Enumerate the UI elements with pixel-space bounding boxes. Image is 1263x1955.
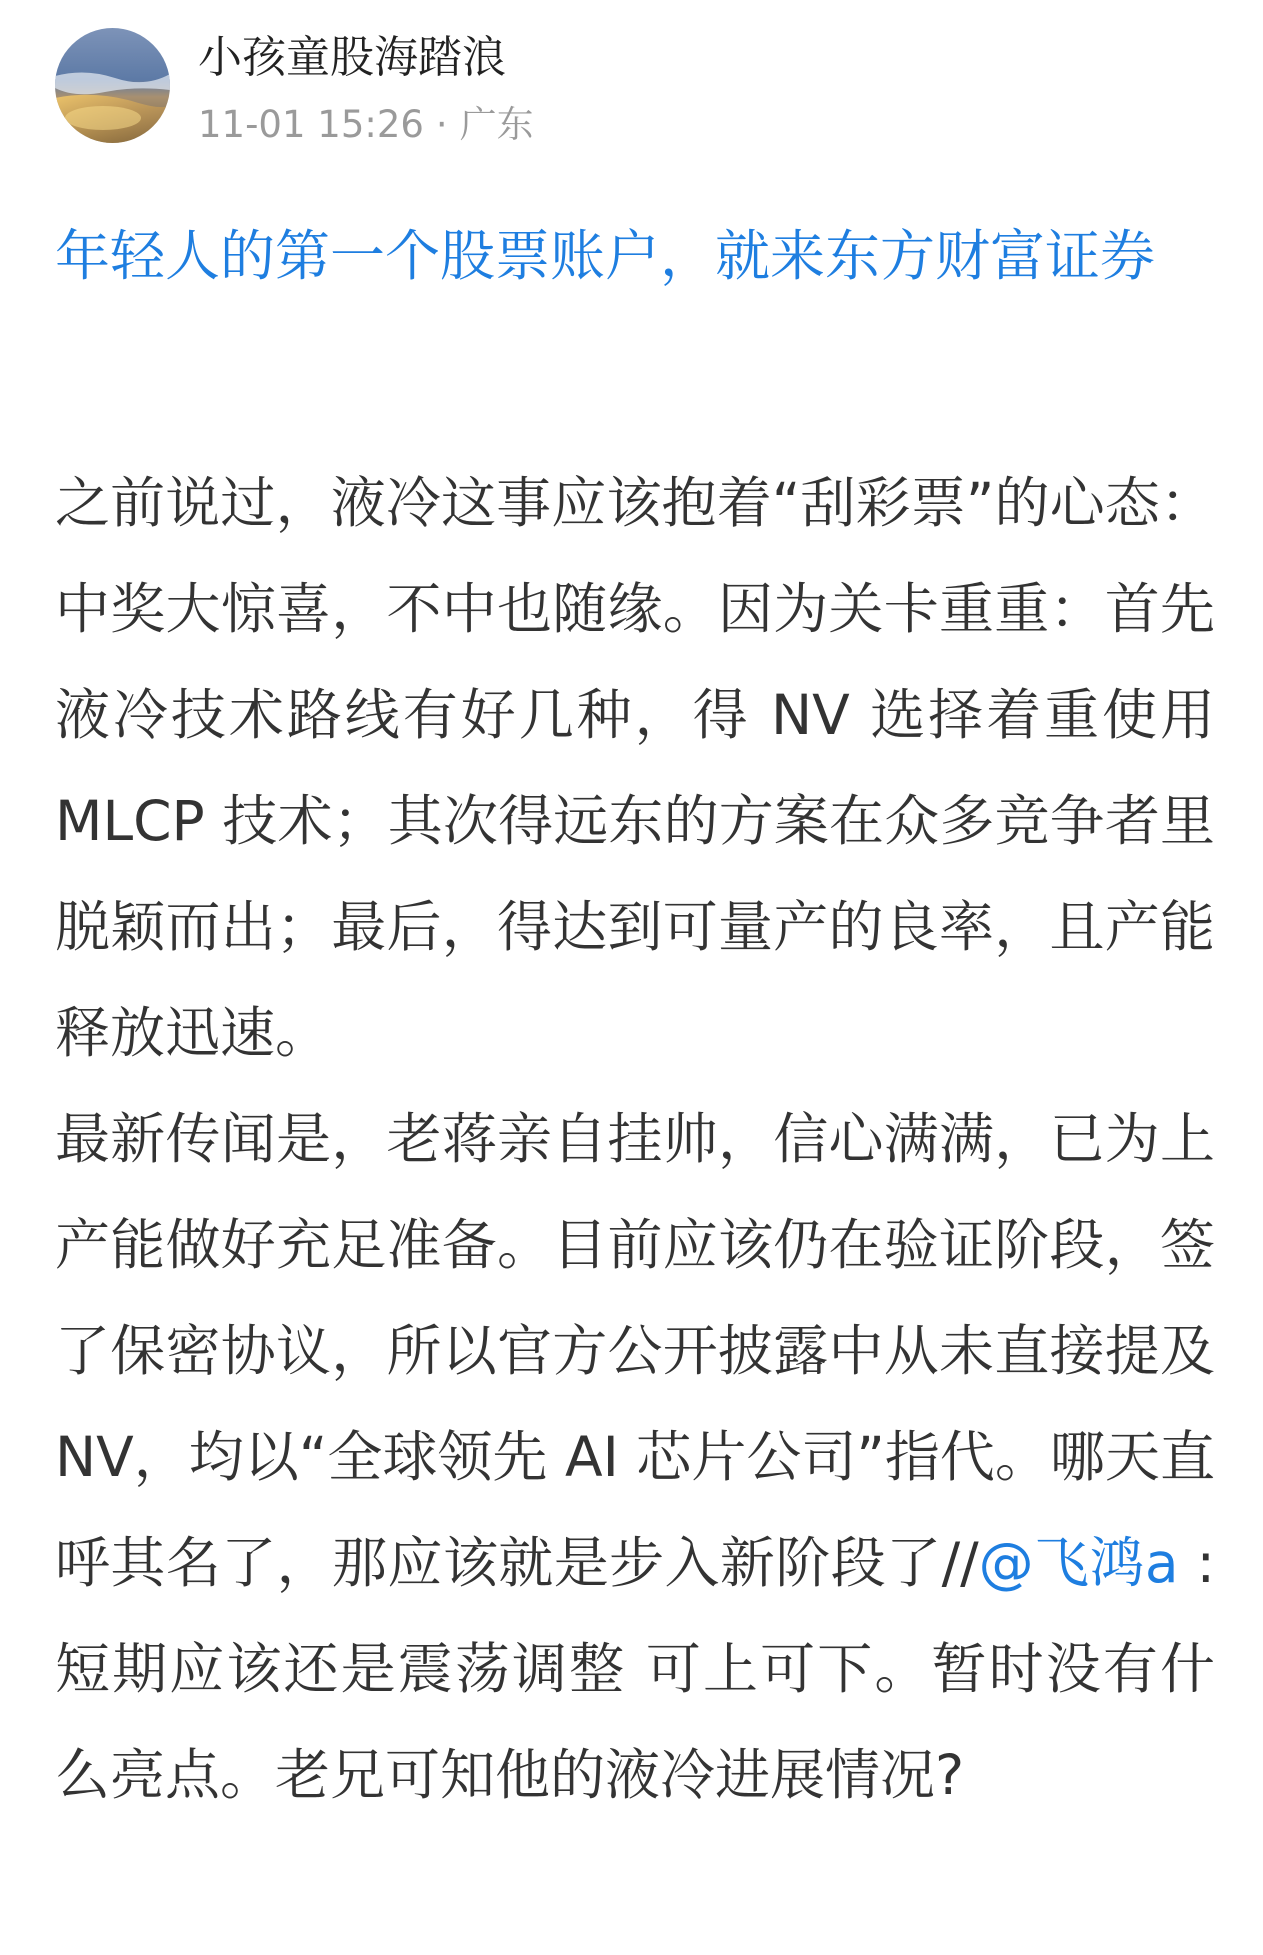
author-name[interactable]: 小孩童股海踏浪 [198, 32, 506, 83]
post-text: 最新传闻是，老蒋亲自挂帅，信心满满，已为上产能做好充足准备。目前应该仍在验证阶段，签了保密协议，所以官方公开披露中从未直接提及 NV，均以“全球领先 AI 芯片公司”指代。哪天直呼其名了，那应该就是步入新阶段了// [55, 1107, 1215, 1595]
post-location: 广东 [459, 103, 534, 146]
author-avatar[interactable] [55, 28, 170, 143]
post-header [0, 0, 1263, 170]
post-paragraph: 之前说过，液冷这事应该抱着“刮彩票”的心态：中奖大惊喜，不中也随缘。因为关卡重重：首先液冷技术路线有好几种，得 NV 选择着重使用 MLCP 技术；其次得远东的方案在众多竞争者里脱颖而出；最后，得达到可量产的良率，且产能释放迅速。 [55, 471, 1215, 1065]
user-mention-link[interactable]: @飞鸿a [978, 1531, 1179, 1595]
post-meta [198, 100, 534, 150]
avatar-beach-photo-icon [55, 28, 170, 143]
post-text: :短期应该还是震荡调整 可上可下。暂时没有什么亮点。老兄可知他的液冷进展情况? [55, 1531, 1215, 1807]
post-paragraph [55, 1086, 1215, 1828]
meta-separator: · [435, 103, 448, 146]
post-timestamp: 11-01 15:26 [198, 103, 424, 146]
post-body [55, 450, 1215, 1828]
promo-link[interactable]: 年轻人的第一个股票账户，就来东方财富证券 [55, 224, 1156, 288]
